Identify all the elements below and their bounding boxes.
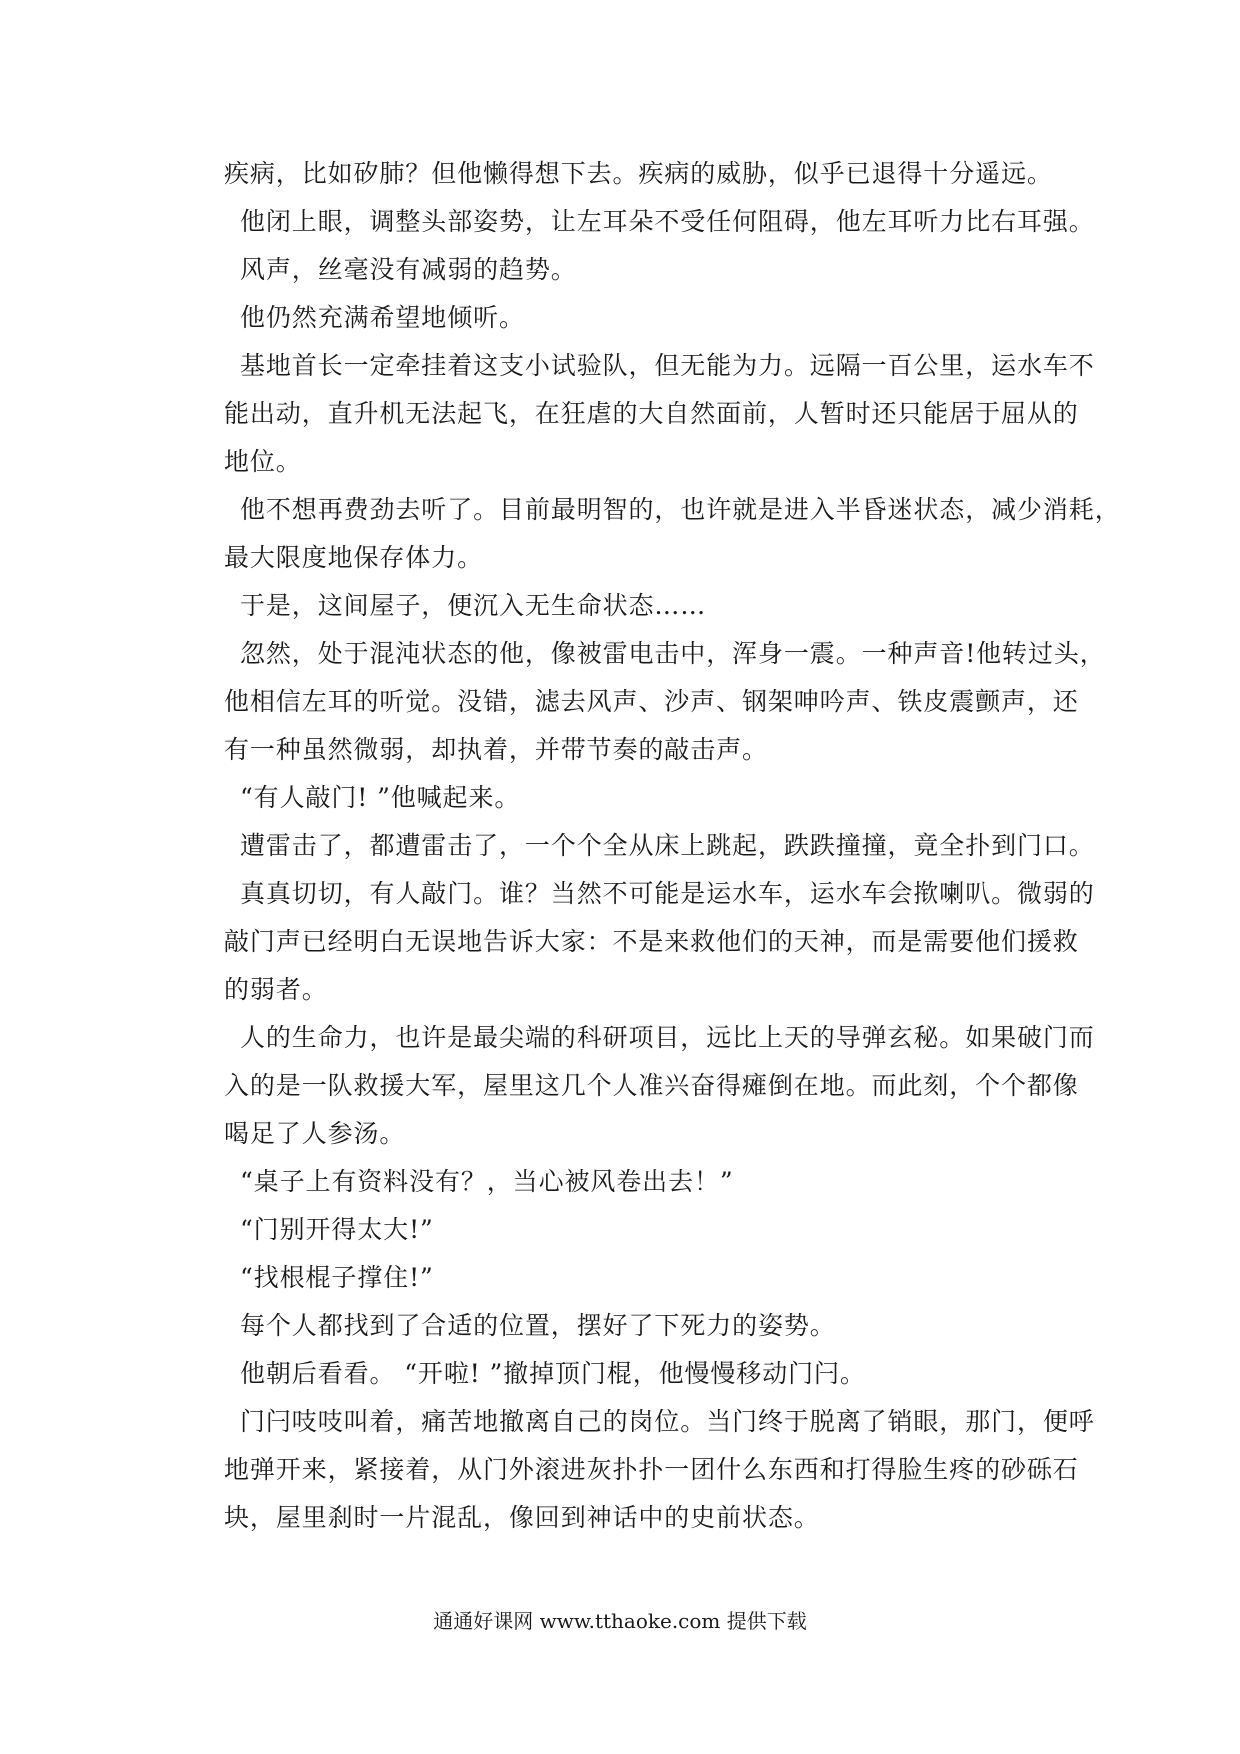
text-line: “找根棍子撑住!” (240, 1263, 434, 1292)
text-line: 疾病，比如矽肺？但他懒得想下去。疾病的威胁，似乎已退得十分遥远。 (224, 159, 1053, 188)
text-line: 块，屋里刹时一片混乱，像回到神话中的史前状态。 (224, 1503, 820, 1532)
body-text (224, 150, 1121, 1542)
text-line: 他不想再费劲去听了。目前最明智的，也许就是进入半昏迷状态，减少消耗， (240, 495, 1121, 524)
text-line: 遭雷击了，都遭雷击了，一个个全从床上跳起，跌跌撞撞，竟全扑到门口。 (240, 831, 1095, 860)
text-line: 他闭上眼，调整头部姿势，让左耳朵不受任何阻碍，他左耳听力比右耳强。 (240, 207, 1095, 236)
text-line: “桌子上有资料没有？，当心被风卷出去！” (240, 1167, 734, 1196)
text-line: 真真切切，有人敲门。谁？当然不可能是运水车，运水车会揿喇叭。微弱的 (240, 879, 1095, 908)
text-line: “有人敲门! ”他喊起来。 (240, 783, 521, 812)
text-line: 基地首长一定牵挂着这支小试验队，但无能为力。远隔一百公里，运水车不 (240, 351, 1095, 380)
text-line: 他相信左耳的听觉。没错，滤去风声、沙声、钢架呻吟声、铁皮震颤声，还 (224, 687, 1079, 716)
text-line: 人的生命力，也许是最尖端的科研项目，远比上天的导弹玄秘。如果破门而 (240, 1023, 1095, 1052)
text-line: 风声，丝毫没有减弱的趋势。 (240, 255, 577, 284)
text-line: 入的是一队救援大军，屋里这几个人准兴奋得瘫倒在地。而此刻，个个都像 (224, 1071, 1079, 1100)
text-line: 于是，这间屋子，便沉入无生命状态…… (240, 591, 707, 620)
text-line: 最大限度地保存体力。 (224, 543, 484, 572)
text-line: 他仍然充满希望地倾听。 (240, 303, 525, 332)
text-line: 门闩吱吱叫着，痛苦地撤离自己的岗位。当门终于脱离了销眼，那门，便呼 (240, 1407, 1095, 1436)
text-line: 地弹开来，紧接着，从门外滚进灰扑扑一团什么东西和打得脸生疼的砂砾石 (224, 1455, 1079, 1484)
text-line: 的弱者。 (224, 975, 328, 1004)
text-line: 地位。 (224, 447, 302, 476)
text-line: 能出动，直升机无法起飞，在狂虐的大自然面前，人暂时还只能居于屈从的 (224, 399, 1079, 428)
text-line: 喝足了人参汤。 (224, 1119, 406, 1148)
text-line: 有一种虽然微弱，却执着，并带节奏的敲击声。 (224, 735, 768, 764)
text-line: “门别开得太大!” (240, 1215, 434, 1244)
footer-credit: 通通好课网 www.tthaoke.com 提供下载 (433, 1609, 807, 1633)
text-line: 他朝后看看。 “开啦! ”撤掉顶门棍，他慢慢移动门闩。 (240, 1359, 866, 1388)
text-line: 忽然，处于混沌状态的他，像被雷电击中，浑身一震。一种声音!他转过头， (240, 639, 1106, 668)
text-line: 每个人都找到了合适的位置，摆好了下死力的姿势。 (240, 1311, 836, 1340)
text-line: 敲门声已经明白无误地告诉大家：不是来救他们的天神，而是需要他们援救 (224, 927, 1079, 956)
